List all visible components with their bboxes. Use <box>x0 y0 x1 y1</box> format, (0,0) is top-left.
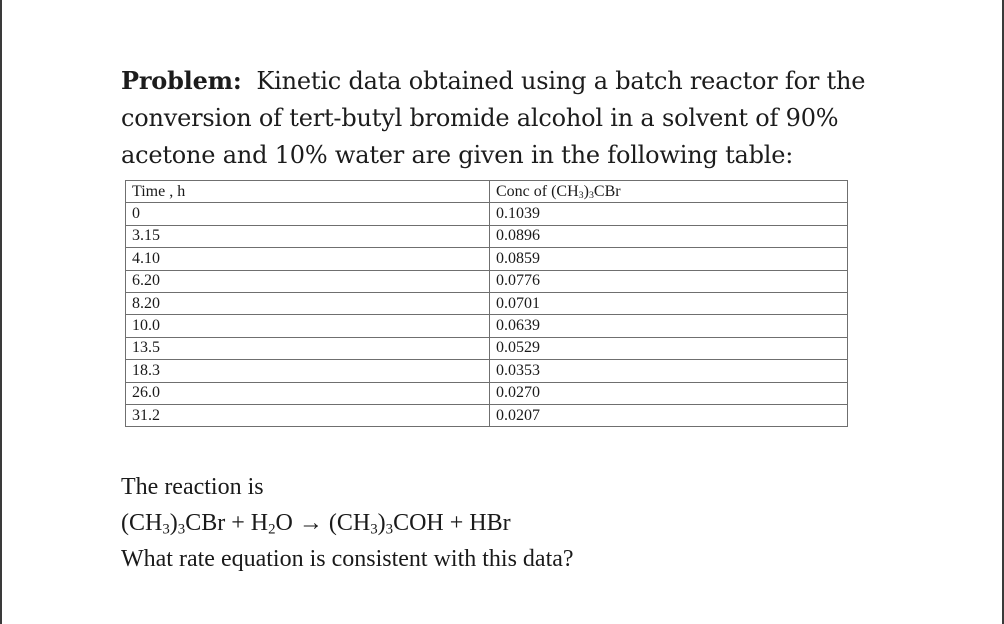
eq-part: CBr + H <box>185 510 269 536</box>
table-row <box>126 382 848 404</box>
time-cell: 18.3 <box>126 360 490 382</box>
problem-line-3: acetone and 10% water are given in the following table: <box>121 141 794 169</box>
conc-cell: 0.1039 <box>490 203 848 225</box>
conc-header-sub2: 3 <box>588 189 594 201</box>
time-cell: 13.5 <box>126 337 490 359</box>
eq-part: ) <box>377 510 386 536</box>
table-row <box>126 203 848 225</box>
eq-subscript: 3 <box>162 521 170 538</box>
time-cell: 3.15 <box>126 225 490 247</box>
problem-text-1: Kinetic data obtained using a batch reactor for the <box>256 67 866 95</box>
time-cell: 4.10 <box>126 248 490 270</box>
conc-header-prefix: Conc of (CH <box>496 182 579 200</box>
conc-cell: 0.0207 <box>490 404 848 426</box>
conc-cell: 0.0701 <box>490 292 848 314</box>
eq-subscript: 3 <box>177 521 186 538</box>
eq-subscript: 3 <box>385 521 394 538</box>
conc-cell: 0.0639 <box>490 315 848 337</box>
time-cell: 10.0 <box>126 315 490 337</box>
reaction-intro: The reaction is <box>121 474 264 500</box>
conc-cell: 0.0270 <box>490 382 848 404</box>
conc-header-sub1: 3 <box>578 189 584 201</box>
table-row <box>126 315 848 337</box>
table-row <box>126 225 848 247</box>
reaction-equation <box>121 505 881 541</box>
problem-line-2: conversion of tert-butyl bromide alcohol in a solvent of 90% <box>121 104 839 132</box>
reaction-section <box>121 469 881 577</box>
time-cell: 8.20 <box>126 292 490 314</box>
conc-cell: 0.0859 <box>490 248 848 270</box>
conc-header-suffix: CBr <box>593 182 621 200</box>
time-cell: 0 <box>126 203 490 225</box>
table-row <box>126 292 848 314</box>
eq-part: (CH <box>121 510 163 536</box>
kinetic-data-table <box>125 180 848 427</box>
conc-header-mid: ) <box>583 182 589 200</box>
table-row <box>126 337 848 359</box>
time-cell: 31.2 <box>126 404 490 426</box>
time-column-header: Time , h <box>126 181 490 203</box>
conc-cell: 0.0776 <box>490 270 848 292</box>
table-row <box>126 360 848 382</box>
conc-cell: 0.0896 <box>490 225 848 247</box>
conc-column-header <box>490 181 848 203</box>
table-header-row <box>126 181 848 203</box>
table-row <box>126 404 848 426</box>
reaction-question: What rate equation is consistent with this data? <box>121 546 574 572</box>
eq-subscript: 2 <box>268 521 276 538</box>
time-cell: 6.20 <box>126 270 490 292</box>
time-cell: 26.0 <box>126 382 490 404</box>
problem-statement <box>121 62 866 174</box>
eq-subscript: 3 <box>370 521 378 538</box>
eq-part: O → (CH <box>275 510 371 536</box>
eq-part: ) <box>169 510 178 536</box>
table-row <box>126 248 848 270</box>
eq-part: COH + HBr <box>393 510 511 536</box>
table-row <box>126 270 848 292</box>
conc-cell: 0.0529 <box>490 337 848 359</box>
problem-line-1 <box>121 62 866 100</box>
conc-cell: 0.0353 <box>490 360 848 382</box>
problem-label: Problem: <box>121 66 242 95</box>
